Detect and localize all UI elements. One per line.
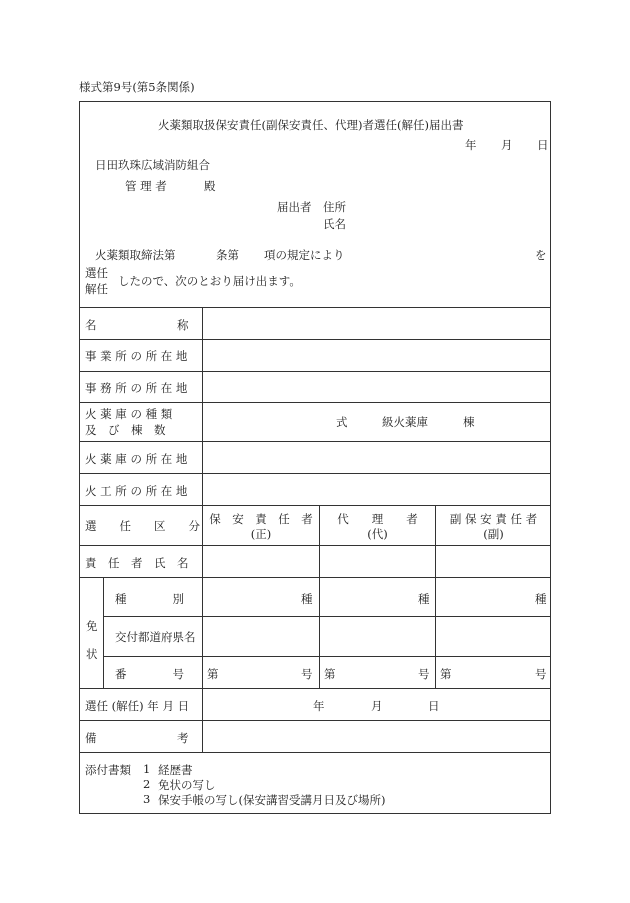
option-dismiss: 解任 bbox=[85, 282, 108, 296]
row-label-name: 名 称 bbox=[85, 318, 189, 332]
row-label-appointment-date: 選任 (解任) 年 月 日 bbox=[85, 699, 190, 713]
row-label-license-kind: 種 別 bbox=[115, 592, 184, 606]
attachment-1: 経歴書 bbox=[158, 763, 193, 777]
attachment-3: 保安手帳の写し(保安講習受講月日及び場所) bbox=[158, 793, 386, 807]
kind-suffix-deputy: 種 bbox=[418, 592, 430, 606]
addressee-title: 管 理 者 bbox=[125, 179, 167, 193]
appointment-day: 日 bbox=[428, 699, 440, 713]
number-prefix-chief: 第 bbox=[207, 667, 219, 681]
date-year-label: 年 bbox=[465, 138, 477, 152]
magazine-mune: 棟 bbox=[463, 415, 475, 429]
col-header-vice: 副 保 安 責 任 者 bbox=[449, 512, 538, 526]
law-clause-text: 条第 bbox=[216, 248, 239, 262]
date-day-label: 日 bbox=[537, 138, 549, 152]
object-particle: を bbox=[535, 248, 547, 262]
number-suffix-vice: 号 bbox=[535, 667, 547, 681]
row-label-license: 免 状 bbox=[86, 619, 98, 661]
honorific: 殿 bbox=[204, 179, 216, 193]
date-month-label: 月 bbox=[501, 138, 513, 152]
kind-suffix-vice: 種 bbox=[535, 592, 547, 606]
attachment-no-1: 1 bbox=[143, 762, 151, 776]
attachments-label: 添付書類 bbox=[85, 763, 131, 777]
law-item-text: 項の規定により bbox=[264, 248, 345, 262]
row-label-office-location: 事 業 所 の 所 在 地 bbox=[85, 349, 188, 363]
col-header-chief: 保 安 責 任 者 bbox=[209, 512, 313, 526]
magazine-shiki: 式 bbox=[336, 415, 348, 429]
notification-sentence: したので、次のとおり届け出ます。 bbox=[118, 274, 301, 288]
row-label-factory-location: 火 工 所 の 所 在 地 bbox=[85, 484, 188, 498]
form-number: 様式第9号(第5条関係) bbox=[79, 80, 195, 94]
option-select: 選任 bbox=[85, 266, 108, 280]
col-header-vice-abbr: (副) bbox=[483, 527, 504, 541]
col-header-deputy: 代 理 者 bbox=[337, 512, 418, 526]
address-label: 住所 bbox=[323, 200, 346, 214]
number-prefix-deputy: 第 bbox=[324, 667, 336, 681]
row-label-remarks: 備 考 bbox=[85, 731, 189, 745]
attachment-no-3: 3 bbox=[143, 792, 151, 806]
attachment-no-2: 2 bbox=[143, 777, 151, 791]
row-label-license-prefecture: 交付都道府県名 bbox=[115, 630, 196, 644]
row-label-license-number: 番 号 bbox=[115, 667, 184, 681]
number-suffix-chief: 号 bbox=[301, 667, 313, 681]
row-label-magazine-type: 火 薬 庫 の 種 類 bbox=[85, 407, 173, 421]
name-label: 氏名 bbox=[323, 217, 346, 231]
row-label-appointment-type: 選 任 区 分 bbox=[85, 519, 200, 533]
row-label-responsible-name: 責 任 者 氏 名 bbox=[85, 556, 189, 570]
row-label-business-location: 事 務 所 の 所 在 地 bbox=[85, 381, 188, 395]
row-label-magazine-location: 火 薬 庫 の 所 在 地 bbox=[85, 452, 188, 466]
notifier-label: 届出者 bbox=[277, 200, 312, 214]
col-header-chief-abbr: (正) bbox=[250, 527, 272, 541]
attachment-2: 免状の写し bbox=[158, 778, 216, 792]
col-header-deputy-abbr: (代) bbox=[367, 527, 388, 541]
appointment-year: 年 bbox=[313, 699, 325, 713]
number-suffix-deputy: 号 bbox=[418, 667, 430, 681]
kind-suffix-chief: 種 bbox=[301, 592, 313, 606]
form-title: 火薬類取扱保安責任(副保安責任、代理)者選任(解任)届出書 bbox=[158, 118, 464, 132]
law-article-text: 火薬類取締法第 bbox=[95, 248, 176, 262]
row-label-magazine-count: 及 び 棟 数 bbox=[85, 423, 166, 437]
magazine-kyu: 級火薬庫 bbox=[382, 415, 428, 429]
appointment-month: 月 bbox=[371, 699, 383, 713]
addressee-organization: 日田玖珠広域消防組合 bbox=[95, 158, 210, 172]
number-prefix-vice: 第 bbox=[440, 667, 452, 681]
